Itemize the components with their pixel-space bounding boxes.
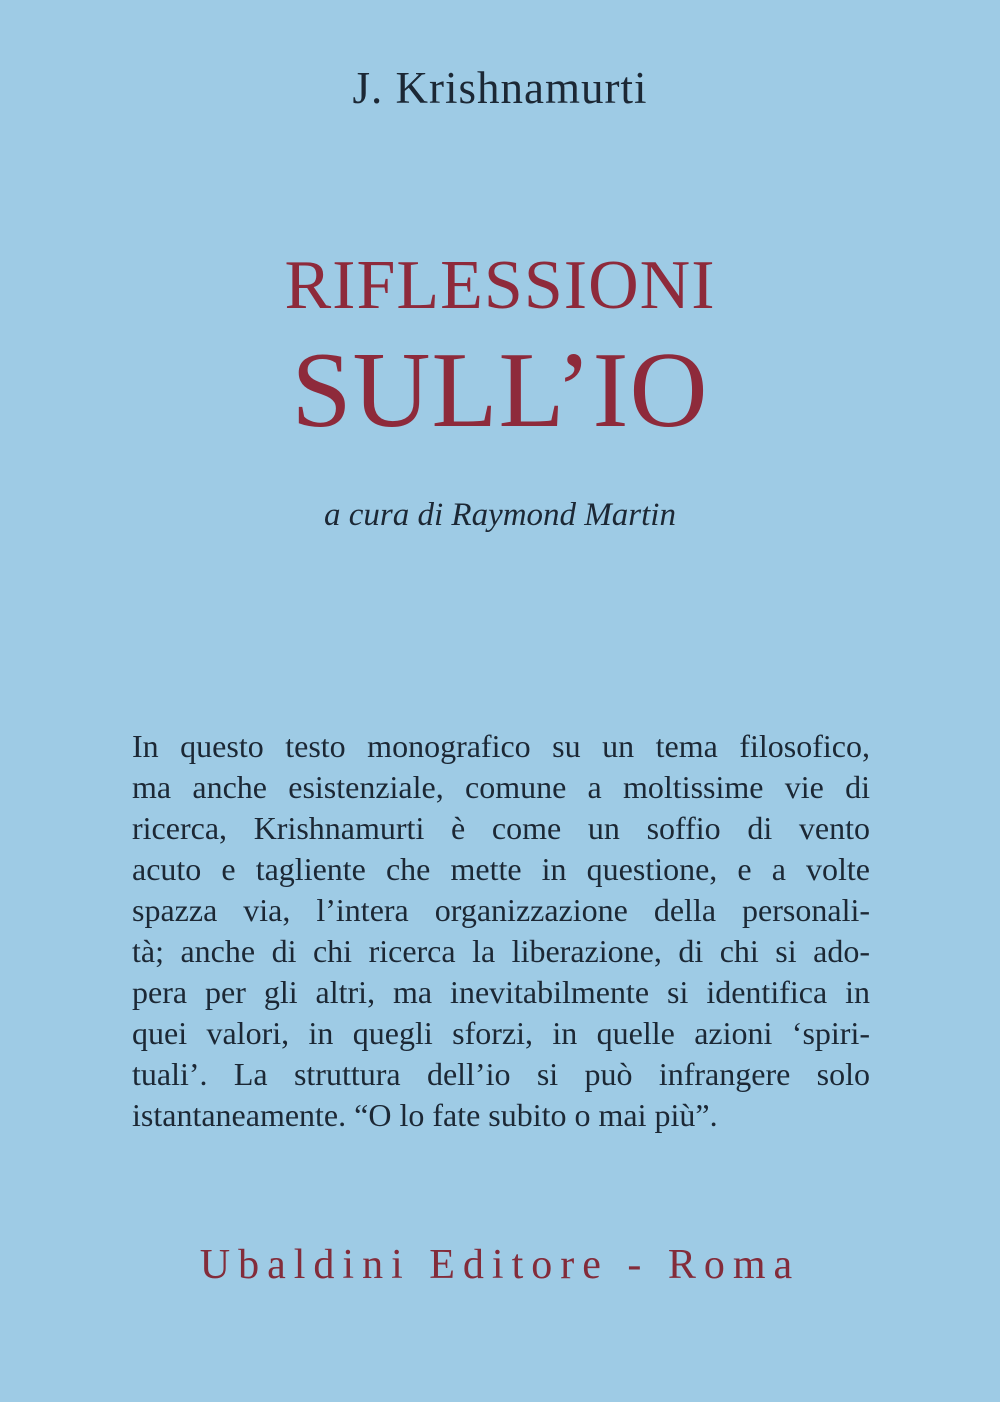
blurb-line: ricerca, Krishnamurti è come un soffio di vento — [132, 810, 870, 846]
title-line-1: RIFLESSIONI — [284, 247, 716, 324]
blurb-line: quei valori, in quegli sforzi, in quelle azioni ‘spiri- — [132, 1015, 870, 1051]
blurb-line: ma anche esistenziale, comune a moltissime vie di — [132, 769, 870, 805]
blurb-line: tuali’. La struttura dell’io si può infrangere solo — [132, 1056, 870, 1092]
blurb-line: In questo testo monografico su un tema filosofico, — [132, 728, 870, 764]
blurb-line: acuto e tagliente che mette in questione, e a volte — [132, 851, 870, 887]
blurb-line: spazza via, l’intera organizzazione della personali- — [132, 892, 870, 928]
publisher-imprint: Ubaldini Editore - Roma — [199, 1242, 801, 1288]
title-line-2: SULL’IO — [291, 331, 709, 450]
editor-credit: a cura di Raymond Martin — [324, 497, 676, 533]
blurb-line: istantaneamente. “O lo fate subito o mai più”. — [132, 1097, 718, 1133]
back-blurb-paragraph — [132, 726, 870, 1136]
blurb-line: pera per gli altri, ma inevitabilmente si identifica in — [132, 974, 870, 1010]
author-name: J. Krishnamurti — [352, 63, 648, 113]
blurb-line: tà; anche di chi ricerca la liberazione, di chi si ado- — [132, 933, 870, 969]
